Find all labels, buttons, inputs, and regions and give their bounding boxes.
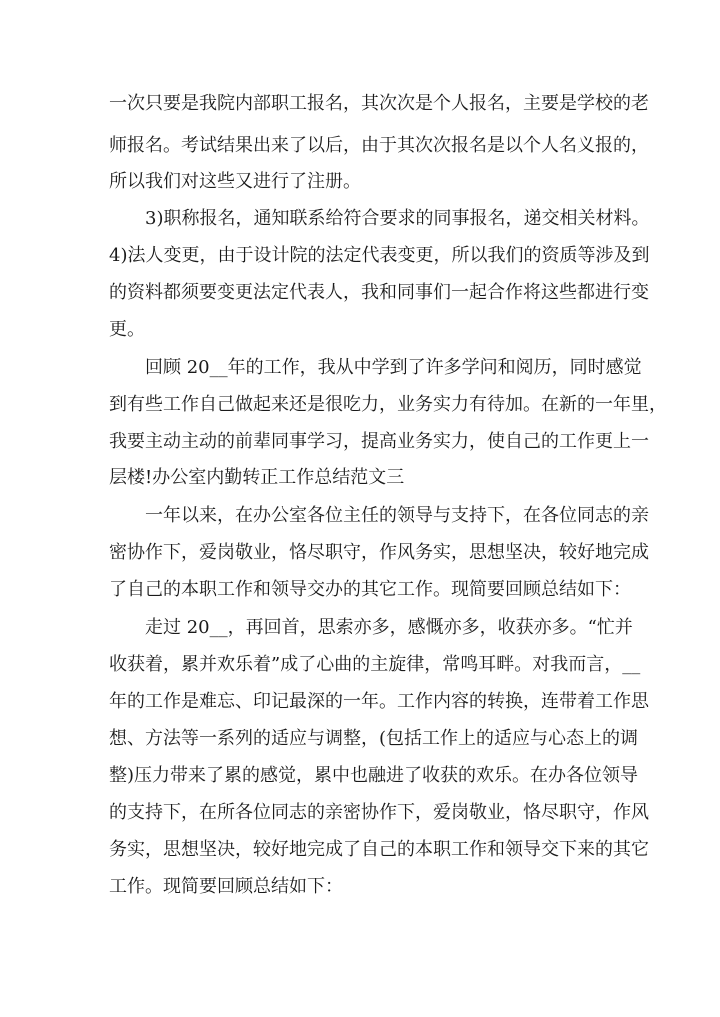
text-line: 工作。现简要回顾总结如下： <box>109 876 343 897</box>
text-line: 走过 20__，再回首，思索亦多，感慨亦多，收获亦多。“忙并 <box>145 617 633 638</box>
text-line: 回顾 20__年的工作，我从中学到了许多学问和阅历，同时感觉 <box>145 357 642 378</box>
text-line: 整)压力带来了累的感觉，累中也融进了收获的欢乐。在办各位领导 <box>109 765 639 786</box>
text-line: 更。 <box>109 319 145 340</box>
text-line: 务实，思想坚决，较好地完成了自己的本职工作和领导交下来的其它 <box>109 839 649 860</box>
text-line: 一年以来，在办公室各位主任的领导与支持下，在各位同志的亲 <box>145 505 649 526</box>
text-line: 层楼!办公室内勤转正工作总结范文三 <box>109 467 405 488</box>
text-line: 的支持下，在所各位同志的亲密协作下，爱岗敬业，恪尽职守，作风 <box>109 802 649 823</box>
text-line: 了自己的本职工作和领导交办的其它工作。现简要回顾总结如下： <box>109 579 631 600</box>
text-line: 师报名。考试结果出来了以后，由于其次次报名是以个人名义报的， <box>109 135 649 156</box>
text-line: 密协作下，爱岗敬业，恪尽职守，作风务实，思想坚决，较好地完成 <box>109 542 649 563</box>
text-line: 到有些工作自己做起来还是很吃力，业务实力有待加。在新的一年里， <box>109 394 667 415</box>
text-line: 我要主动主动的前辈同事学习，提高业务实力，使自己的工作更上一 <box>109 431 649 452</box>
text-line: 想、方法等一系列的适应与调整，(包括工作上的适应与心态上的调 <box>109 728 639 749</box>
text-line: 的资料都须要变更法定代表人，我和同事们一起合作将这些都进行变 <box>109 282 649 303</box>
text-line: 所以我们对这些又进行了注册。 <box>109 171 361 192</box>
text-line: 年的工作是难忘、印记最深的一年。工作内容的转换，连带着工作思 <box>109 691 649 712</box>
text-line: 3)职称报名，通知联系给符合要求的同事报名，递交相关材料。 <box>145 208 650 229</box>
text-line: 收获着，累并欢乐着”成了心曲的主旋律，常鸣耳畔。对我而言，__ <box>109 654 641 675</box>
text-line: 一次只要是我院内部职工报名，其次次是个人报名，主要是学校的老 <box>109 93 649 114</box>
text-line: 4)法人变更，由于设计院的法定代表变更，所以我们的资质等涉及到 <box>109 245 650 266</box>
